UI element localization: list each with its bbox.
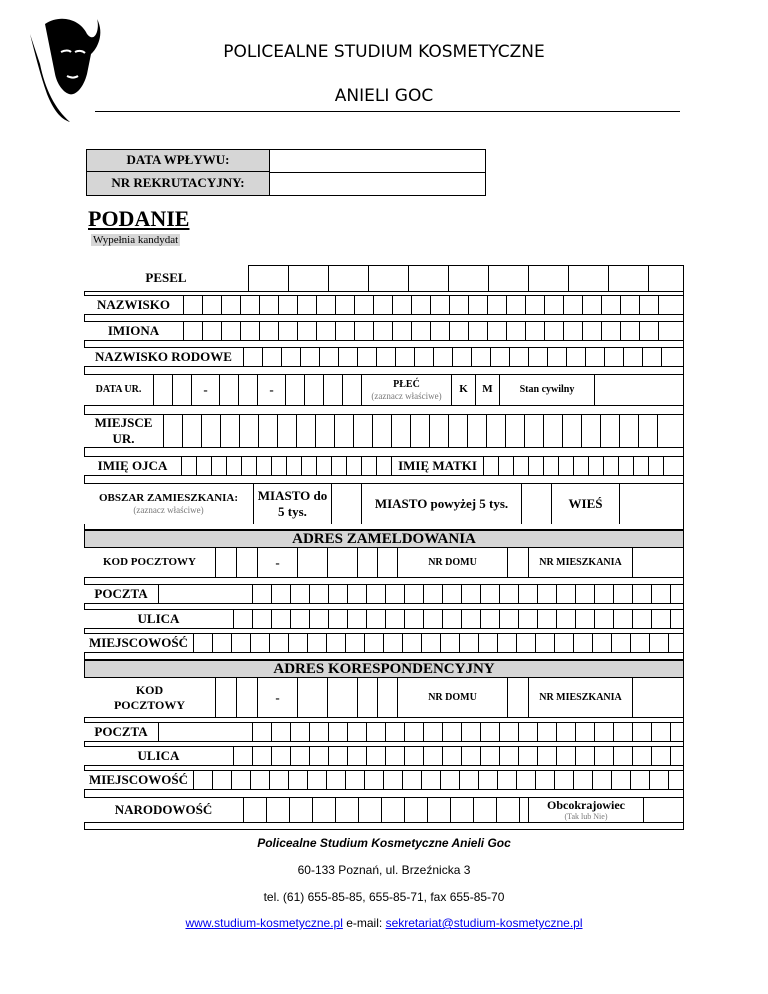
reg-flat-label: NR MIESZKANIA — [528, 548, 633, 577]
header-rule — [95, 111, 680, 112]
birth-day-cells[interactable] — [154, 375, 192, 405]
surname-label: NAZWISKO — [84, 296, 184, 314]
mail-post-label: POCZTA — [84, 723, 159, 741]
form-title: PODANIE — [88, 206, 190, 231]
names-cells[interactable] — [184, 322, 659, 340]
surname-row — [84, 295, 684, 315]
nationality-cells[interactable] — [244, 798, 520, 822]
residence-area-hint: (zaznacz właściwe) — [133, 505, 204, 516]
foreigner-label — [528, 798, 644, 822]
reg-city-label: MIEJSCOWOŚĆ — [84, 634, 194, 652]
mail-street-row — [84, 746, 684, 766]
mail-house-label: NR DOMU — [398, 678, 508, 717]
email-label: e-mail: — [346, 916, 383, 930]
reg-post-label: POCZTA — [84, 585, 159, 603]
date-label: DATA WPŁYWU: — [87, 150, 270, 172]
mail-flat-field[interactable] — [633, 678, 683, 717]
names-label: IMIONA — [84, 322, 184, 340]
school-name: POLICEALNE STUDIUM KOSMETYCZNE — [223, 42, 545, 62]
reg-street-cells[interactable] — [234, 610, 671, 628]
mail-city-row — [84, 770, 684, 790]
footer-contact — [0, 916, 768, 930]
footer-address: 60-133 Poznań, ul. Brzeźnicka 3 — [297, 863, 471, 877]
email-link[interactable]: sekretariat@studium-kosmetyczne.pl — [385, 916, 583, 930]
gender-hint: (zaznacz właściwe) — [371, 390, 442, 401]
foreigner-text: Obcokrajowiec — [547, 798, 625, 812]
reg-street-row — [84, 609, 684, 629]
mail-postal-cells-2[interactable] — [298, 678, 398, 717]
reg-house-field[interactable] — [508, 548, 528, 577]
mail-city-label: MIEJSCOWOŚĆ — [84, 771, 194, 789]
birth-dash-2: - — [258, 375, 286, 405]
mail-post-row — [84, 722, 684, 742]
website-link[interactable]: www.studium-kosmetyczne.pl — [185, 916, 343, 930]
reg-flat-field[interactable] — [633, 548, 683, 577]
gender-label — [362, 375, 452, 405]
reg-street-label: ULICA — [84, 610, 234, 628]
footer-name: Policealne Studium Kosmetyczne Anieli Goc — [257, 836, 511, 850]
mail-flat-label: NR MIESZKANIA — [528, 678, 633, 717]
reg-postal-cells-2[interactable] — [298, 548, 398, 577]
father-name-cells[interactable] — [182, 457, 392, 475]
marital-status-field[interactable] — [595, 375, 684, 405]
footer-phone: tel. (61) 655-85-85, 655-85-71, fax 655-85-70 — [263, 890, 505, 904]
mail-postal-label: KOD POCZTOWY — [84, 678, 216, 717]
pesel-cells[interactable] — [249, 265, 649, 291]
option-city-large[interactable]: MIASTO powyżej 5 tys. — [362, 484, 522, 524]
gender-m[interactable]: M — [476, 375, 500, 405]
pesel-label: PESEL — [84, 265, 249, 291]
nationality-label: NARODOWOŚĆ — [84, 798, 244, 822]
residence-area-text: OBSZAR ZAMIESZKANIA: — [98, 492, 239, 504]
mail-street-cells[interactable] — [234, 747, 671, 765]
foreigner-hint: (Tak lub Nie) — [564, 812, 608, 822]
registered-address-title: ADRES ZAMELDOWANIA — [84, 530, 684, 548]
surname-cells[interactable] — [184, 296, 659, 314]
mother-name-label: IMIĘ MATKI — [392, 457, 484, 475]
residence-area-row — [84, 483, 684, 523]
mail-postal-row — [84, 678, 684, 718]
option-village[interactable]: WIEŚ — [552, 484, 620, 524]
birth-date-label: DATA UR. — [84, 375, 154, 405]
gender-k[interactable]: K — [452, 375, 476, 405]
nationality-row — [84, 797, 684, 823]
option-city-small-box[interactable] — [332, 484, 362, 524]
residence-area-label — [84, 484, 254, 524]
mail-house-field[interactable] — [508, 678, 528, 717]
mail-postal-cells-1[interactable] — [216, 678, 258, 717]
birth-row — [84, 374, 684, 406]
school-owner: ANIELI GOC — [334, 86, 434, 106]
mail-postal-dash: - — [258, 678, 298, 717]
birthplace-cells[interactable] — [164, 415, 658, 447]
reg-post-row — [84, 584, 684, 604]
mailing-address-title: ADRES KORESPONDENCYJNY — [84, 660, 684, 678]
reg-house-label: NR DOMU — [398, 548, 508, 577]
reg-postal-row — [84, 548, 684, 578]
rec-field[interactable] — [271, 173, 484, 194]
reg-city-row — [84, 633, 684, 653]
mother-name-cells[interactable] — [484, 457, 664, 475]
mail-street-label: ULICA — [84, 747, 234, 765]
option-city-large-box[interactable] — [522, 484, 552, 524]
birthplace-row — [84, 414, 684, 448]
birthplace-label: MIEJSCE UR. — [84, 415, 164, 447]
foreigner-field[interactable] — [644, 798, 684, 822]
birth-month-cells[interactable] — [220, 375, 258, 405]
maiden-name-cells[interactable] — [244, 348, 662, 366]
marital-status-label: Stan cywilny — [500, 375, 595, 405]
birth-dash-1: - — [192, 375, 220, 405]
reg-post-cells[interactable] — [234, 585, 671, 603]
parents-row — [84, 456, 684, 476]
face-logo — [25, 14, 105, 124]
mail-post-cells[interactable] — [234, 723, 671, 741]
mail-city-cells[interactable] — [194, 771, 669, 789]
reg-postal-cells-1[interactable] — [216, 548, 258, 577]
reg-city-cells[interactable] — [194, 634, 669, 652]
gender-label-text: PŁEĆ — [393, 378, 420, 390]
admin-table — [86, 149, 486, 196]
maiden-name-label: NAZWISKO RODOWE — [84, 348, 244, 366]
option-city-small[interactable]: MIASTO do 5 tys. — [254, 484, 332, 524]
father-name-label: IMIĘ OJCA — [84, 457, 182, 475]
pesel-row — [84, 265, 684, 291]
date-field[interactable] — [271, 150, 484, 171]
form-subtitle: Wypełnia kandydat — [93, 234, 179, 246]
rec-label: NR REKRUTACYJNY: — [87, 172, 270, 195]
reg-postal-label: KOD POCZTOWY — [84, 548, 216, 577]
birth-year-cells[interactable] — [286, 375, 362, 405]
names-row — [84, 321, 684, 341]
maiden-name-row — [84, 347, 684, 367]
reg-postal-dash: - — [258, 548, 298, 577]
